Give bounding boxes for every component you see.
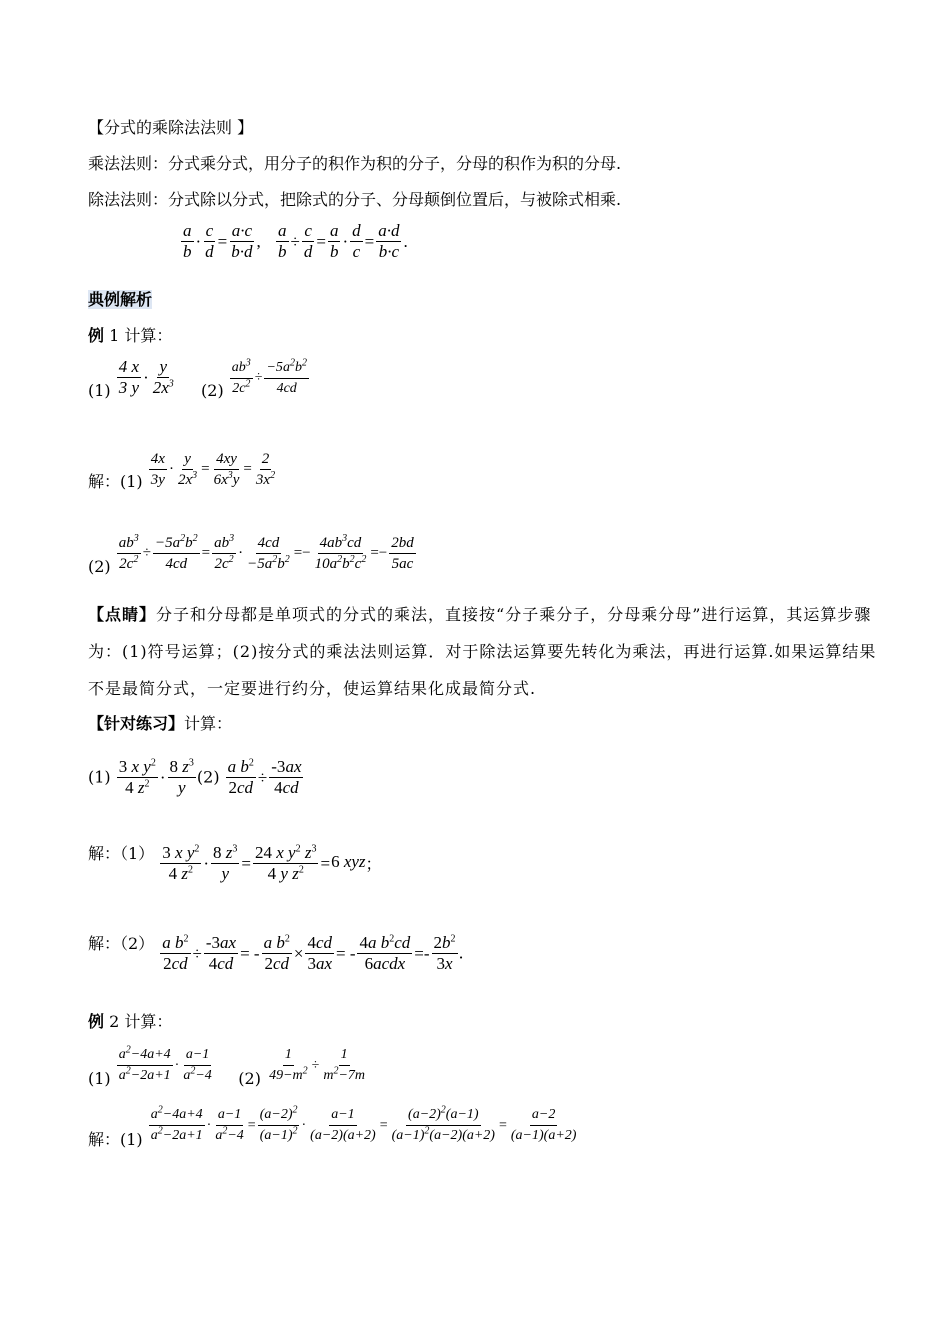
tip-paragraph: 【点睛】分子和分母都是单项式的分式的乘法，直接按“分子乘分子，分母乘分母”进行运算，其运算步骤为：(1)符号运算；(2)按分式的乘法法则运算．对于除法运算要先转化为乘法，再进行运算.如果运算结果不是最简分式，一定要进行约分，使运算结果化成最简分式. bbox=[88, 605, 877, 698]
rule-formula: $\frac{a}{b}$ · $\frac{c}{d}$ = $\frac{a\cdot c}{b\cdot d}$ , $\frac{a}{b}$ ÷ $\frac{c}{d}$ = $\frac{a}{b}$ · $\frac{d}{c}$ = $\frac{a\cdot d}{b\cdot c}$ . bbox=[183, 221, 408, 261]
rules-heading: 【分式的乘除法法则 】 bbox=[88, 118, 254, 137]
practice-solution2: 解：（2） $\frac{a b^2}{2cd}$ ÷ $\frac{-3ax}{4cd}$ = - $\frac{a b^2}{2cd}$ × $\frac{4cd}{3ax}$ = - $\frac{4a b^2cd}{\text{6acdx}}$ =- $\frac{2b^2}{3x}$ . bbox=[88, 933, 464, 973]
example2-solution1: 解：(1) $\frac{a^2-4a+4}{a^2-2a+1}$ · $\frac{a-1}{a^2-4}$ = $\frac{(a-2)^2}{(a-1)^2}$ · $\frac{a-1}{(a-2)(a+2)}$ = $\frac{(a-2)^2(a-1)}{(a-1)^2(a-2)(a+2)}$ = $\frac{a-2}{(a-1)(a+2)}$ bbox=[88, 1104, 577, 1149]
section-title: 典例解析 bbox=[88, 290, 153, 309]
example1-solution1: 解：(1) $\frac{4x}{3y}$ · $\frac{y}{2x^3}$ = $\frac{4xy}{6x^3y}$ = $\frac{2}{3x^2}$ bbox=[88, 451, 276, 491]
practice-solution1: 解：（1） $\frac{3 x y^2}{4 z^2}$ · $\frac{8 z^3}{y}$ = $\frac{24 x y^2 z^3}{4 y z^2}$ =6 xyz； bbox=[88, 843, 382, 883]
practice-heading: 【针对练习】计算： bbox=[88, 714, 233, 733]
example1-solution2: (2) $\frac{ab^3}{2c^2}$ ÷ $\frac{-5a^2b^2}{4cd}$ = $\frac{ab^3}{2c^2}$ · $\frac{4cd}{-5a^2b^2}$ =− $\frac{4ab^3cd}{10a^2b^2c^2}$ =− $\frac{2bd}{5ac}$ bbox=[88, 533, 414, 576]
practice-problems: (1) $\frac{3 x y^2}{4 z^2}$ · $\frac{8 z^3}{y}$ (2) $\frac{a b^2}{2cd}$ ÷ $\frac{-3ax}{4cd}$ bbox=[88, 757, 302, 797]
example2-problems: (1) $\frac{a^2-4a+4}{a^2-2a+1}$ · $\frac{a-1}{a^2-4}$ (2) $\frac{1}{49-m^2}$ ÷ $\frac{1}{m^2-7m}$ bbox=[88, 1044, 366, 1088]
example2-heading: 例 2 计算： bbox=[88, 1012, 173, 1031]
multiplication-rule: 乘法法则：分式乘分式，用分子的积作为积的分子，分母的积作为积的分母. bbox=[88, 154, 622, 173]
example1-heading: 例 1 计算： bbox=[88, 326, 173, 345]
example1-problems: (1) $\frac{4 x}{3 y}$ · $\frac{y}{2x^3}$ (2) $\frac{ab^3}{2c^2}$ ÷ $\frac{-5a^2b^2}{4cd}$ bbox=[88, 357, 307, 401]
division-rule: 除法法则：分式除以分式，把除式的分子、分母颠倒位置后，与被除式相乘. bbox=[88, 190, 622, 209]
